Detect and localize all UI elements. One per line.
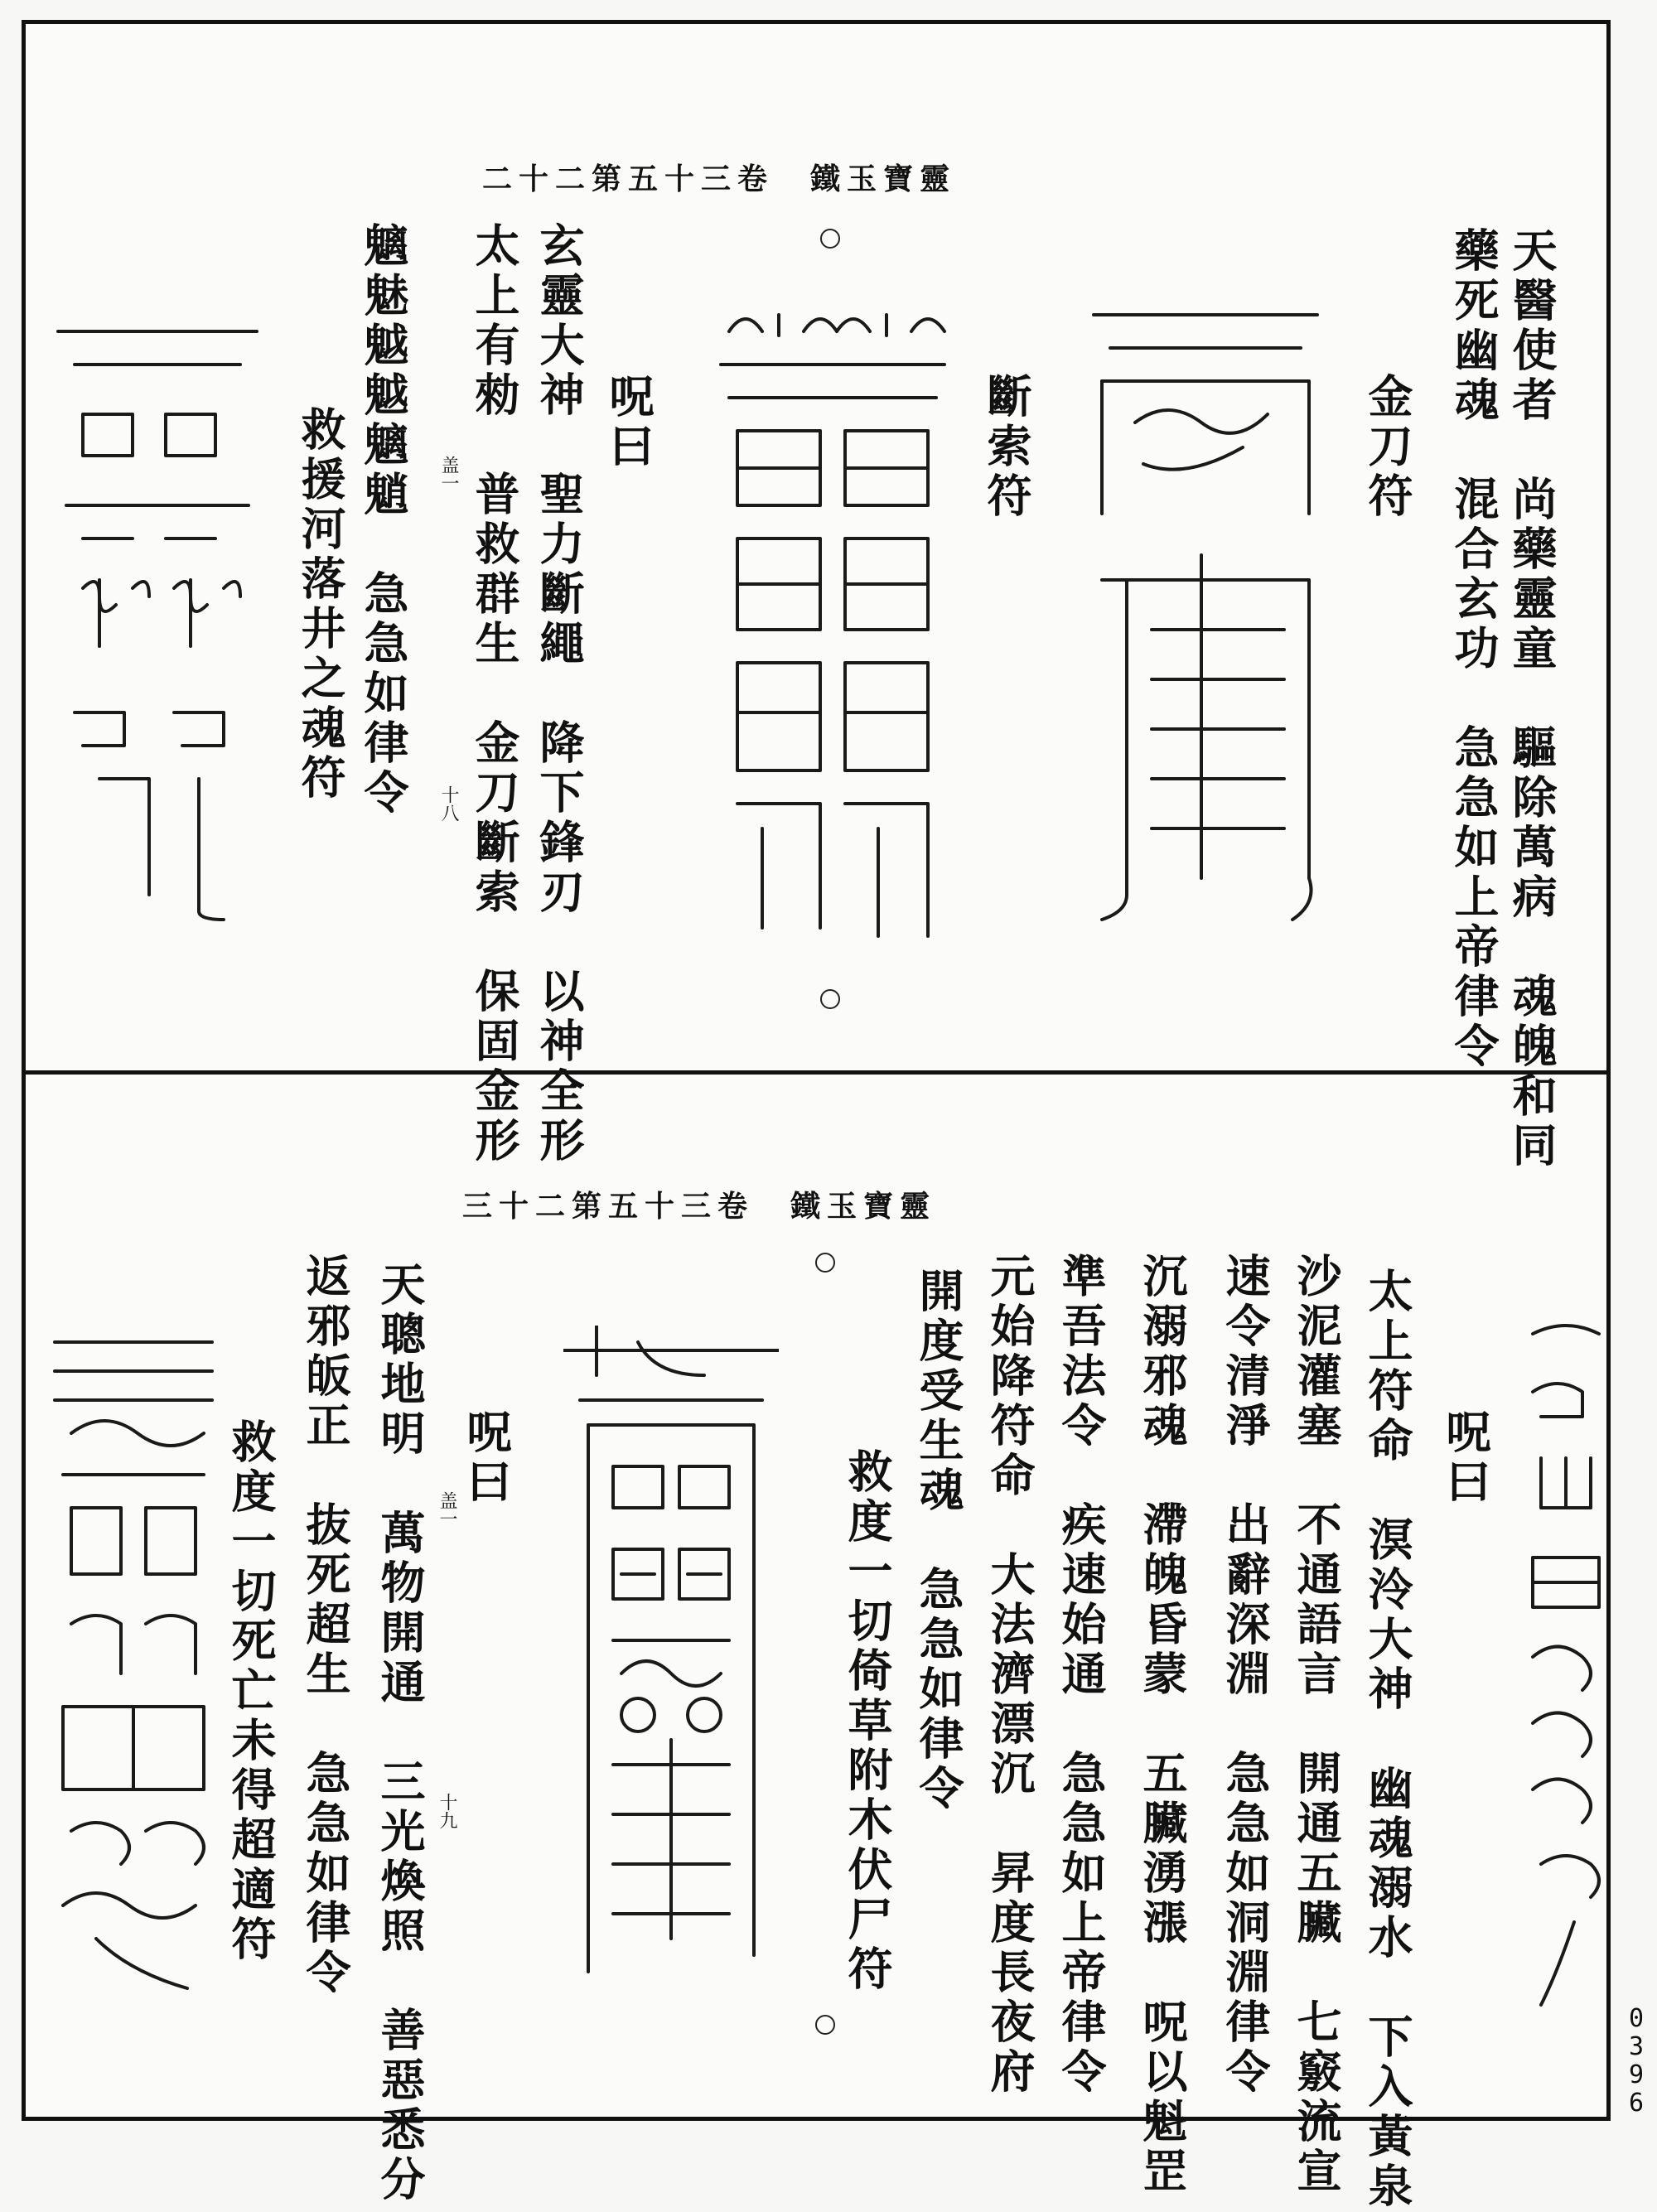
bottom-mark-2: 十九: [437, 1793, 457, 1829]
bottom-text-column-7: 開度受生魂 急急如律令: [912, 1268, 965, 1814]
bottom-title-jiudu: 救度一切死亡未得超適符: [225, 1418, 278, 1965]
top-text-column-1: 天醫使者 尚藥靈童 驅除萬病 魂魄和同: [1505, 227, 1558, 1171]
page-number-digit: 9: [1628, 2060, 1645, 2089]
binding-hole: [820, 989, 840, 1009]
binding-hole: [815, 2015, 835, 2035]
top-title-jindao: 金刀符: [1361, 373, 1414, 522]
bottom-text-column-1: 太上符命 溟泠大神 幽魂溺水 下入黃泉: [1361, 1268, 1414, 2212]
bottom-mark-1: 盖一: [437, 1491, 457, 1528]
panel-divider: [22, 1070, 1611, 1075]
bottom-header: 三十二第五十三卷 鐵玉寶靈: [462, 1189, 937, 1224]
top-header: 二十二第五十三卷 鐵玉寶靈: [482, 162, 957, 196]
top-text-column-5: 魑魅魆魆魑魈 急急如律令: [357, 222, 410, 819]
bottom-text-column-8: 天聰地明 萬物開通 三光煥照 善惡悉分: [374, 1261, 427, 2205]
page-number-digit: 0: [1628, 2004, 1645, 2033]
top-text-column-4: 太上有勑 普救群生 金刀斷索 保固金形: [468, 222, 521, 1166]
top-title-duansuo: 斷索符: [980, 373, 1033, 522]
talisman-jindao-icon: [1077, 282, 1334, 928]
bottom-text-column-4: 沉溺邪魂 滯魄昏蒙 五臟湧漲 呪以魁罡: [1136, 1253, 1189, 2197]
top-mark-2: 十八: [438, 785, 459, 822]
page-number-digit: 6: [1628, 2089, 1645, 2118]
top-title-jiuyuan: 救援河落井之魂符: [294, 406, 347, 804]
bottom-chant-label-2: 呪曰: [460, 1408, 513, 1508]
top-mark-1: 盖一: [438, 456, 459, 492]
talisman-jiudu-icon: [46, 1326, 220, 2005]
bottom-text-column-9: 返邪皈正 抜死超生 急急如律令: [299, 1253, 352, 1998]
bottom-text-column-3: 速令清淨 出辭深淵 急急如洞淵律令: [1219, 1253, 1272, 2098]
bottom-text-column-6: 元始降符命 大法濟漂沉 昇度長夜府: [983, 1253, 1036, 2098]
page-number-digit: 3: [1628, 2032, 1645, 2061]
top-text-column-2: 藥死幽魂 混合玄功 急急如上帝律令: [1447, 227, 1500, 1072]
talisman-yicao-icon: [563, 1326, 779, 2013]
page-number: [1626, 2005, 1647, 2118]
binding-hole: [820, 229, 840, 249]
top-chant-label: 呪曰: [602, 373, 655, 472]
bottom-chant-label-1: 呪曰: [1439, 1408, 1492, 1508]
bottom-text-column-2: 沙泥灌塞 不通語言 開通五臟 七竅流宣: [1290, 1253, 1343, 2197]
bottom-text-column-5: 準吾法令 疾速始通 急急如上帝律令: [1055, 1253, 1108, 2098]
bottom-title-yicao: 救度一切倚草附木伏尸符: [841, 1448, 894, 1995]
top-text-column-3: 玄靈大神 聖力斷繩 降下鋒刃 以神全形: [533, 222, 586, 1166]
binding-hole: [815, 1253, 835, 1273]
talisman-jiuyuan-icon: [50, 315, 265, 928]
talisman-duansuo-icon: [713, 298, 953, 944]
talisman-strip-icon: [1524, 1309, 1607, 2021]
